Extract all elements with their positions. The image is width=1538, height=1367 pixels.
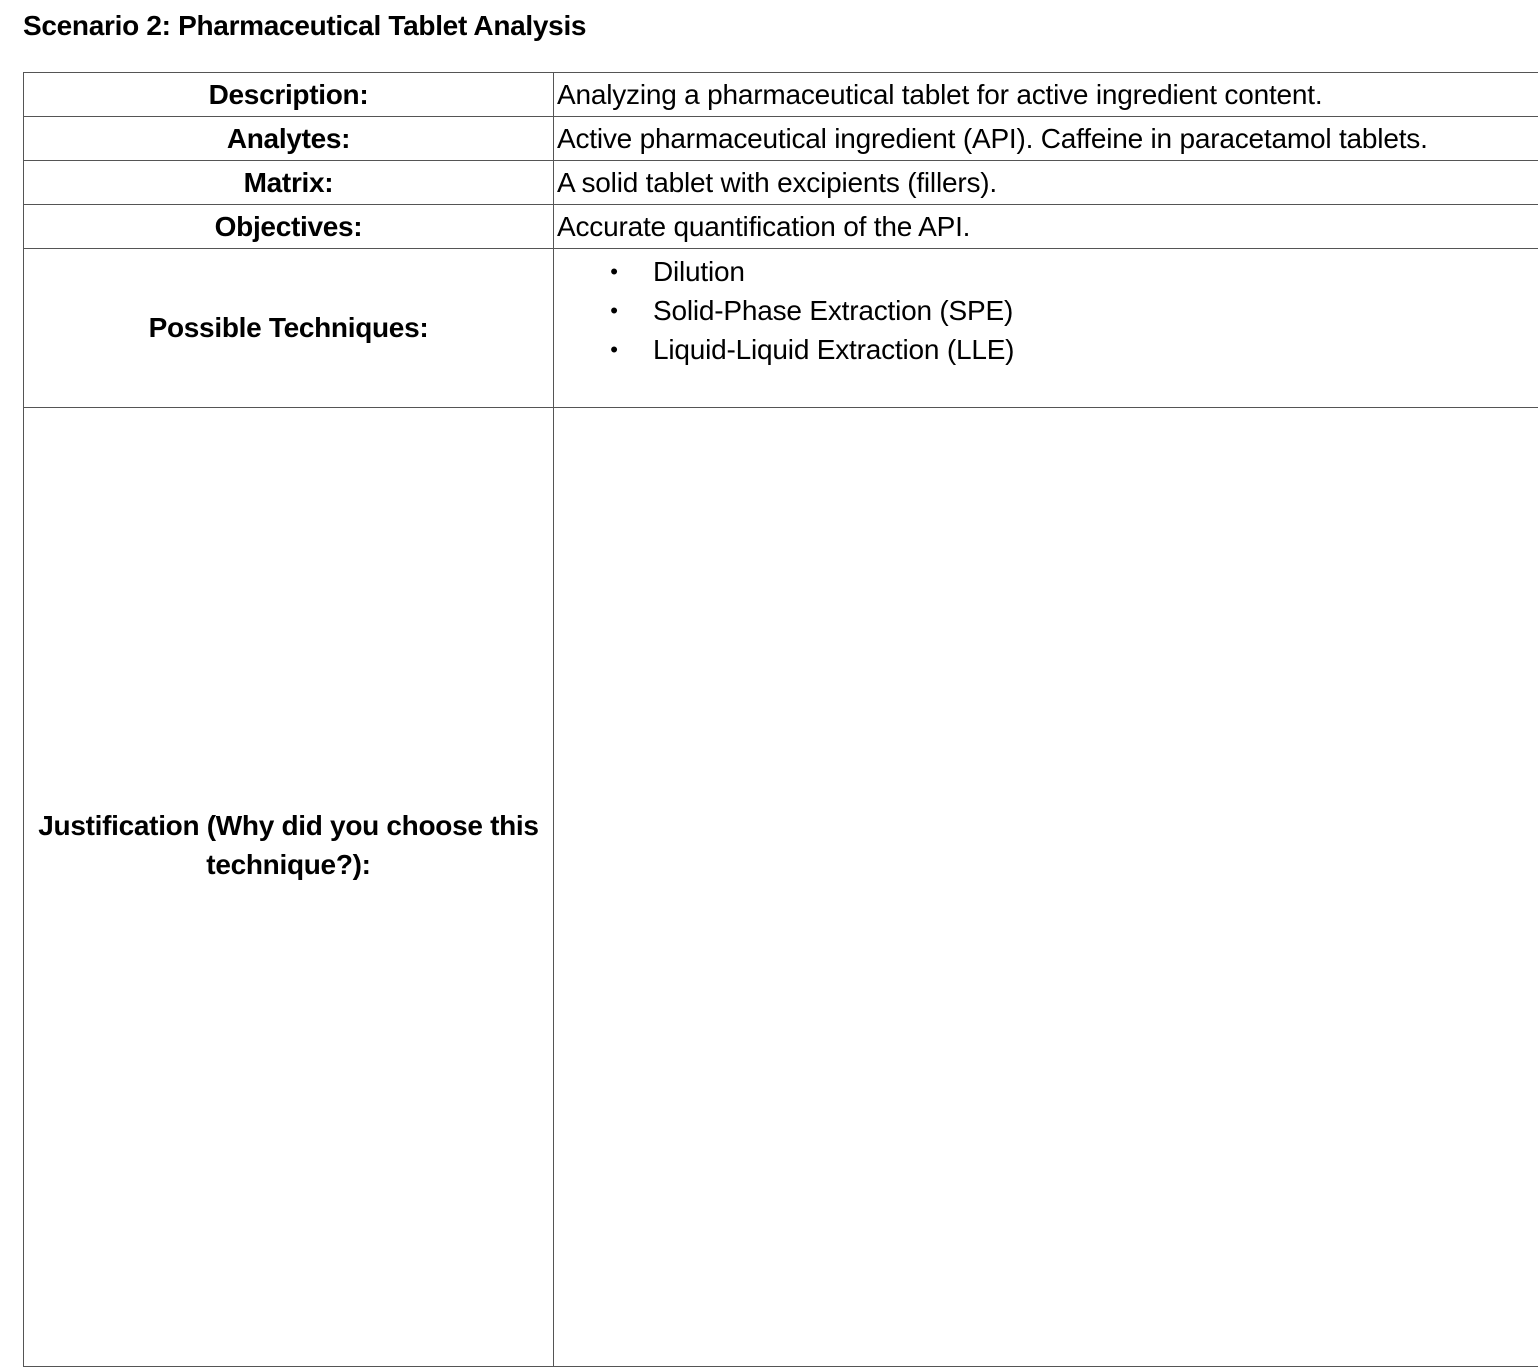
- bullet-icon: •: [604, 333, 624, 367]
- techniques-list: [557, 249, 1538, 372]
- techniques-value: [554, 249, 1538, 408]
- justification-label: Justification (Why did you choose this technique?):: [24, 408, 554, 1367]
- table-row-techniques: [24, 249, 1538, 408]
- scenario-table: [23, 72, 1538, 1367]
- table-row-justification: [24, 408, 1538, 1367]
- description-label: Description:: [24, 73, 554, 117]
- list-item: [557, 255, 1538, 294]
- matrix-label: Matrix:: [24, 161, 554, 205]
- table-row-analytes: [24, 117, 1538, 161]
- list-item: [557, 294, 1538, 333]
- justification-answer-field[interactable]: [554, 408, 1538, 1367]
- analytes-value: Active pharmaceutical ingredient (API). Caffeine in paracetamol tablets.: [554, 117, 1538, 161]
- objectives-label: Objectives:: [24, 205, 554, 249]
- page-title: Scenario 2: Pharmaceutical Tablet Analysis: [23, 10, 586, 42]
- techniques-label: Possible Techniques:: [24, 249, 554, 408]
- objectives-value: Accurate quantification of the API.: [554, 205, 1538, 249]
- matrix-value: A solid tablet with excipients (fillers).: [554, 161, 1538, 205]
- bullet-icon: •: [604, 255, 624, 289]
- table-row-objectives: [24, 205, 1538, 249]
- list-item: [557, 333, 1538, 372]
- table-row-matrix: [24, 161, 1538, 205]
- table-row-description: [24, 73, 1538, 117]
- description-value: Analyzing a pharmaceutical tablet for active ingredient content.: [554, 73, 1538, 117]
- technique-spe: Solid-Phase Extraction (SPE): [653, 295, 1013, 326]
- technique-dilution: Dilution: [653, 256, 745, 287]
- analytes-label: Analytes:: [24, 117, 554, 161]
- technique-lle: Liquid-Liquid Extraction (LLE): [653, 334, 1014, 365]
- bullet-icon: •: [604, 294, 624, 328]
